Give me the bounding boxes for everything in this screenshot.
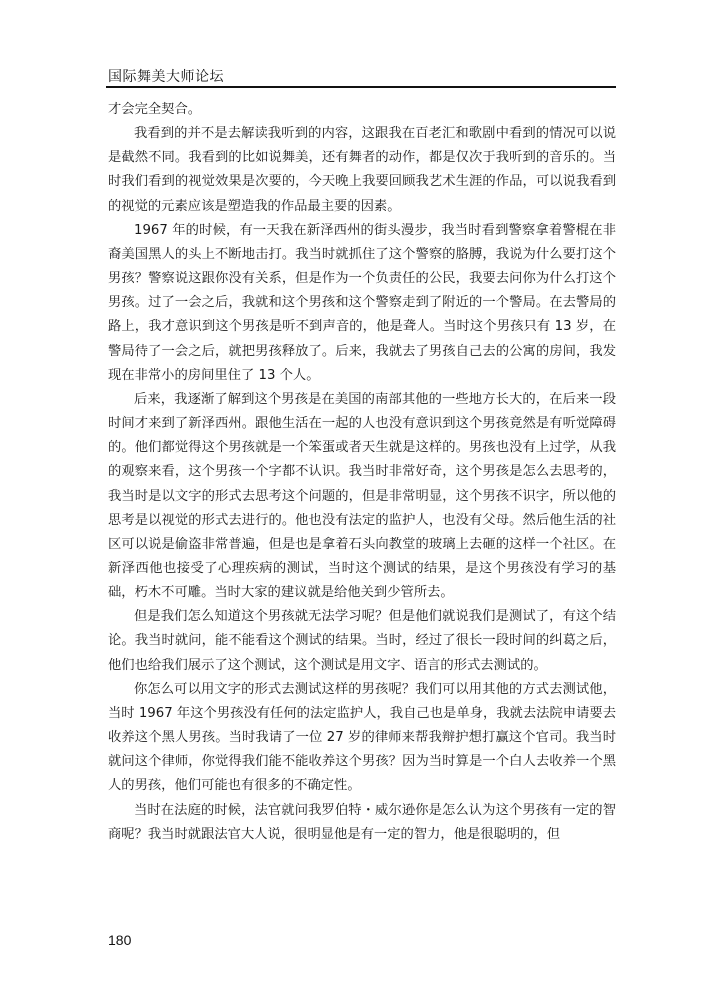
paragraph: 才会完全契合。	[108, 102, 202, 117]
paragraph: 我看到的并不是去解读我听到的内容，这跟我在百老汇和歌剧中看到的情况可以说是截然不同。我看到的比如说舞美，还有舞者的动作，都是仅次于我听到的音乐的。当时我们看到的视觉效果是次要的，今天晚上我要回顾我艺术生涯的作品，可以说我看到的视觉的元素应该是塑造我的作品最主要的因素。	[108, 126, 616, 214]
page-number: 180	[108, 932, 132, 948]
paragraph: 当时在法庭的时候，法官就问我罗伯特・威尔逊你是怎么认为这个男孩有一定的智商呢？我当时就跟法官大人说，很明显他是有一定的智力，他是很聪明的，但	[108, 802, 616, 842]
paragraph: 后来，我逐渐了解到这个男孩是在美国的南部其他的一些地方长大的，在后来一段时间才来到了新泽西州。跟他生活在一起的人也没有意识到这个男孩竟然是有听觉障碍的。他们都觉得这个男孩就是一个笨蛋或者天生就是这样的。男孩也没有上过学，从我的观察来看，这个男孩一个字都不认识。我当时非常好奇，这个男孩是怎么去思考的，我当时是以文字的形式去思考这个问题的，但是非常明显，这个男孩不识字，所以他的思考是以视觉的形式去进行的。他也没有法定的监护人，也没有父母。然后他生活的社区可以说是偷盗非常普遍，但是也是拿着石头向教堂的玻璃上去砸的这样一个社区。在新泽西他也接受了心理疾病的测试，当时这个测试的结果，是这个男孩没有学习的基础，朽木不可雕。当时大家的建议就是给他关到少管所去。	[108, 391, 616, 601]
running-header-title: 国际舞美大师论坛	[108, 69, 224, 85]
header-divider	[106, 86, 616, 88]
paragraph: 你怎么可以用文字的形式去测试这样的男孩呢？我们可以用其他的方式去测试他，当时 1967 年这个男孩没有任何的法定监护人，我自己也是单身，我就去法院申请要去收养这个黑人男孩。当时我请了一位 27 岁的律师来帮我辩护想打赢这个官司。我当时就问这个律师，你觉得我们能不能收养这个男孩？因为当时算是一个白人去收养一个黑人的男孩，他们可能也有很多的不确定性。	[108, 681, 616, 794]
paragraph: 1967 年的时候，有一天我在新泽西州的街头漫步，我当时看到警察拿着警棍在非裔美国黑人的头上不断地击打。我当时就抓住了这个警察的胳膊，我说为什么要打这个男孩？警察说这跟你没有关系，但是作为一个负责任的公民，我要去问你为什么打这个男孩。过了一会之后，我就和这个男孩和这个警察走到了附近的一个警局。在去警局的路上，我才意识到这个男孩是听不到声音的，他是聋人。当时这个男孩只有 13 岁，在警局待了一会之后，就把男孩释放了。后来，我就去了男孩自己去的公寓的房间，我发现在非常小的房间里住了 13 个人。	[108, 222, 616, 383]
paragraph: 但是我们怎么知道这个男孩就无法学习呢？但是他们就说我们是测试了，有这个结论。我当时就问，能不能看这个测试的结果。当时，经过了很长一段时间的纠葛之后，他们也给我们展示了这个测试，这个测试是用文字、语言的形式去测试的。	[108, 609, 616, 673]
body-text	[108, 98, 616, 847]
